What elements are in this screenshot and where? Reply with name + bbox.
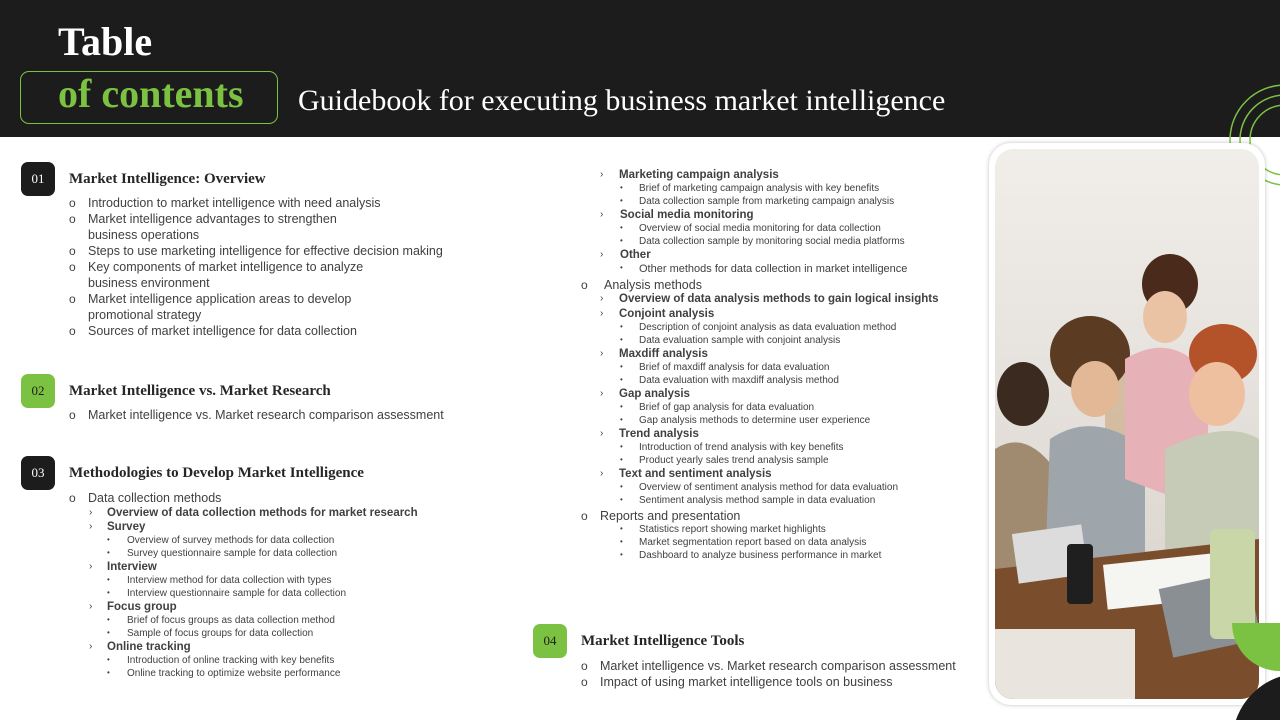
toc-detail[interactable]: Overview of sentiment analysis method for data evaluation	[639, 482, 899, 493]
dot-bullet-icon: •	[620, 537, 623, 546]
toc-detail[interactable]: Introduction of trend analysis with key benefits	[639, 442, 844, 453]
page-subtitle: Guidebook for executing business market intelligence	[298, 84, 946, 117]
dot-bullet-icon: •	[107, 615, 110, 624]
toc-subitem[interactable]: Focus group	[107, 601, 177, 613]
circle-bullet-icon: o	[69, 212, 76, 226]
dot-bullet-icon: •	[107, 628, 110, 637]
dot-bullet-icon: •	[620, 375, 623, 384]
dot-bullet-icon: •	[107, 535, 110, 544]
toc-item[interactable]: Market intelligence vs. Market research comparison assessment	[88, 408, 444, 422]
toc-detail[interactable]: Description of conjoint analysis as data evaluation method	[639, 322, 897, 333]
team-meeting-illustration	[995, 149, 1259, 699]
dot-bullet-icon: •	[620, 455, 623, 464]
toc-item[interactable]: Analysis methods	[604, 278, 702, 292]
circle-bullet-icon: o	[69, 244, 76, 258]
toc-item[interactable]: Steps to use marketing intelligence for effective decision making	[88, 244, 443, 258]
toc-item[interactable]: Sources of market intelligence for data collection	[88, 324, 357, 338]
toc-subitem[interactable]: Overview of data analysis methods to gain logical insights	[619, 293, 939, 305]
dot-bullet-icon: •	[620, 495, 623, 504]
toc-detail[interactable]: Market segmentation report based on data analysis	[639, 537, 867, 548]
toc-item[interactable]: Impact of using market intelligence tools on business	[600, 675, 893, 689]
chevron-right-icon: ›	[600, 348, 604, 359]
toc-detail[interactable]: Overview of social media monitoring for data collection	[639, 223, 881, 234]
dot-bullet-icon: •	[620, 550, 623, 559]
dot-bullet-icon: •	[620, 362, 623, 371]
toc-item[interactable]: Reports and presentation	[600, 509, 741, 523]
dot-bullet-icon: •	[620, 223, 623, 232]
toc-item[interactable]: Market intelligence application areas to develop	[88, 292, 352, 306]
dot-bullet-icon: •	[620, 415, 623, 424]
chevron-right-icon: ›	[89, 601, 93, 612]
toc-subitem[interactable]: Other	[620, 249, 651, 261]
toc-detail[interactable]: Brief of focus groups as data collection method	[127, 615, 335, 626]
dot-bullet-icon: •	[620, 524, 623, 533]
dot-bullet-icon: •	[620, 402, 623, 411]
dot-bullet-icon: •	[620, 322, 623, 331]
dot-bullet-icon: •	[107, 668, 110, 677]
dot-bullet-icon: •	[620, 183, 623, 192]
toc-detail[interactable]: Gap analysis methods to determine user experience	[639, 415, 871, 426]
toc-item[interactable]: Key components of market intelligence to analyze	[88, 260, 364, 274]
chevron-right-icon: ›	[600, 388, 604, 399]
section-03-badge: 03	[21, 456, 55, 490]
toc-detail[interactable]: Data collection sample by monitoring social media platforms	[639, 236, 905, 247]
section-04-title[interactable]: Market Intelligence Tools	[581, 633, 745, 649]
circle-bullet-icon: o	[69, 324, 76, 338]
section-01-badge: 01	[21, 162, 55, 196]
section-02-title[interactable]: Market Intelligence vs. Market Research	[69, 383, 331, 399]
toc-detail[interactable]: Other methods for data collection in market intelligence	[639, 263, 908, 275]
toc-subitem[interactable]: Gap analysis	[619, 388, 690, 400]
circle-bullet-icon: o	[69, 491, 76, 505]
toc-subitem[interactable]: Social media monitoring	[620, 209, 754, 221]
chevron-right-icon: ›	[600, 468, 604, 479]
toc-item-continued[interactable]: business environment	[88, 276, 210, 290]
toc-detail[interactable]: Data evaluation sample with conjoint analysis	[639, 335, 841, 346]
chevron-right-icon: ›	[600, 308, 604, 319]
dot-bullet-icon: •	[620, 482, 623, 491]
chevron-right-icon: ›	[600, 293, 604, 304]
dot-bullet-icon: •	[107, 655, 110, 664]
circle-bullet-icon: o	[69, 196, 76, 210]
toc-subitem[interactable]: Online tracking	[107, 641, 191, 653]
toc-detail[interactable]: Introduction of online tracking with key benefits	[127, 655, 335, 666]
toc-detail[interactable]: Brief of gap analysis for data evaluation	[639, 402, 815, 413]
dot-bullet-icon: •	[620, 335, 623, 344]
dot-bullet-icon: •	[620, 196, 623, 205]
chevron-right-icon: ›	[89, 561, 93, 572]
dot-bullet-icon: •	[107, 588, 110, 597]
toc-detail[interactable]: Brief of marketing campaign analysis with key benefits	[639, 183, 880, 194]
toc-detail[interactable]: Brief of maxdiff analysis for data evaluation	[639, 362, 830, 373]
circle-bullet-icon: o	[69, 292, 76, 306]
toc-subitem[interactable]: Conjoint analysis	[619, 308, 715, 320]
chevron-right-icon: ›	[600, 428, 604, 439]
section-01-title[interactable]: Market Intelligence: Overview	[69, 171, 266, 187]
toc-detail[interactable]: Interview questionnaire sample for data collection	[127, 588, 347, 599]
chevron-right-icon: ›	[89, 521, 93, 532]
chevron-right-icon: ›	[600, 169, 604, 180]
toc-detail[interactable]: Online tracking to optimize website performance	[127, 668, 341, 679]
chevron-right-icon: ›	[89, 507, 93, 518]
dot-bullet-icon: •	[620, 236, 623, 245]
title-line-1: Table	[58, 19, 153, 64]
toc-item[interactable]: Data collection methods	[88, 491, 222, 505]
toc-subitem[interactable]: Text and sentiment analysis	[619, 468, 772, 480]
toc-item-continued[interactable]: promotional strategy	[88, 308, 202, 322]
toc-item-continued[interactable]: business operations	[88, 228, 200, 242]
dot-bullet-icon: •	[620, 442, 623, 451]
toc-detail[interactable]: Statistics report showing market highlights	[639, 524, 826, 535]
toc-detail[interactable]: Sample of focus groups for data collection	[127, 628, 314, 639]
section-03-title[interactable]: Methodologies to Develop Market Intelligence	[69, 465, 364, 481]
section-04-badge: 04	[533, 624, 567, 658]
toc-detail[interactable]: Data evaluation with maxdiff analysis method	[639, 375, 839, 386]
toc-detail[interactable]: Sentiment analysis method sample in data evaluation	[639, 495, 876, 506]
toc-detail[interactable]: Survey questionnaire sample for data collection	[127, 548, 338, 559]
toc-subitem[interactable]: Overview of data collection methods for market research	[107, 507, 418, 519]
toc-item[interactable]: Introduction to market intelligence with need analysis	[88, 196, 381, 210]
circle-bullet-icon: o	[581, 659, 588, 673]
toc-subitem[interactable]: Trend analysis	[619, 428, 699, 440]
toc-detail[interactable]: Interview method for data collection with types	[127, 575, 332, 586]
toc-subitem[interactable]: Survey	[107, 521, 146, 533]
chevron-right-icon: ›	[89, 641, 93, 652]
circle-bullet-icon: o	[69, 260, 76, 274]
toc-item[interactable]: Market intelligence advantages to strengthen	[88, 212, 337, 226]
circle-bullet-icon: o	[581, 509, 588, 523]
toc-detail[interactable]: Dashboard to analyze business performance in market	[639, 550, 882, 561]
section-02-badge: 02	[21, 374, 55, 408]
dot-bullet-icon: •	[107, 548, 110, 557]
toc-subitem[interactable]: Marketing campaign analysis	[619, 169, 779, 181]
toc-item[interactable]: Market intelligence vs. Market research comparison assessment	[600, 659, 956, 673]
toc-detail[interactable]: Data collection sample from marketing campaign analysis	[639, 196, 895, 207]
title-line-2: of contents	[58, 71, 244, 116]
circle-bullet-icon: o	[581, 675, 588, 689]
circle-bullet-icon: o	[69, 408, 76, 422]
toc-subitem[interactable]: Interview	[107, 561, 157, 573]
team-meeting-photo	[989, 143, 1265, 705]
chevron-right-icon: ›	[600, 249, 604, 260]
dot-bullet-icon: •	[620, 263, 623, 272]
chevron-right-icon: ›	[600, 209, 604, 220]
toc-detail[interactable]: Product yearly sales trend analysis sample	[639, 455, 829, 466]
dot-bullet-icon: •	[107, 575, 110, 584]
toc-detail[interactable]: Overview of survey methods for data collection	[127, 535, 335, 546]
toc-subitem[interactable]: Maxdiff analysis	[619, 348, 708, 360]
circle-bullet-icon: o	[581, 278, 588, 292]
